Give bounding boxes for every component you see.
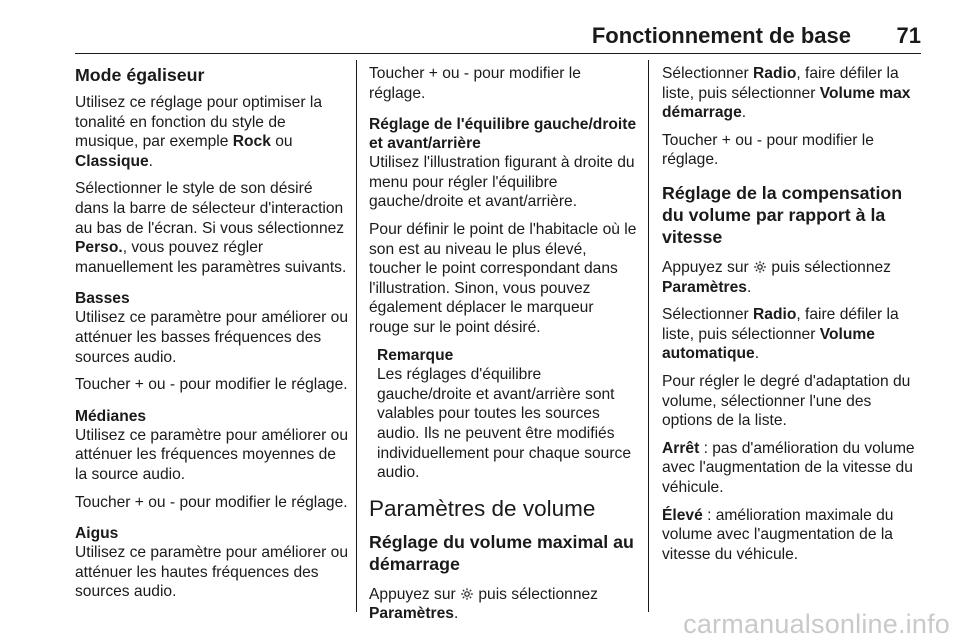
paragraph bbox=[662, 305, 924, 364]
option-rock: Rock bbox=[232, 133, 271, 151]
option-arret: Arrêt bbox=[662, 439, 700, 457]
subsection-title-basses: Basses bbox=[75, 290, 130, 308]
text: Sélectionner le style de son désiré dans la barre de sélecteur d'interaction au bas de l'écran. Si vous sélectionnez bbox=[75, 180, 345, 237]
paragraph: Utilisez ce paramètre pour améliorer ou atténuer les fréquences moyennes de la source audio. bbox=[75, 426, 349, 483]
text: . bbox=[741, 104, 747, 122]
paragraph bbox=[662, 506, 924, 565]
text: , faire défiler la liste, puis sélectionner bbox=[662, 65, 899, 102]
subsection-title-balance: Réglage de l'équilibre gauche/droite et avant/arrière bbox=[369, 116, 637, 153]
column-3 bbox=[662, 64, 924, 572]
text: . bbox=[453, 605, 459, 623]
text: . bbox=[148, 152, 154, 170]
paragraph bbox=[75, 179, 350, 277]
text: . bbox=[746, 278, 752, 296]
text: ou bbox=[270, 133, 293, 151]
column-1 bbox=[75, 64, 350, 610]
option-classique: Classique bbox=[75, 152, 149, 170]
paragraph: Toucher + ou - pour modifier le réglage. bbox=[75, 376, 348, 394]
subsection-title-max-volume: Réglage du volume maximal au démarrage bbox=[369, 531, 634, 574]
column-divider bbox=[356, 60, 357, 612]
header-rule bbox=[75, 53, 921, 54]
gear-icon bbox=[753, 260, 767, 274]
text: . bbox=[754, 345, 760, 363]
page-number: 71 bbox=[896, 23, 921, 48]
paragraph: Utilisez l'illustration figurant à droite du menu pour régler l'équilibre gauche/droite et avant/arrière. bbox=[369, 154, 635, 211]
text: puis sélectionnez bbox=[767, 258, 891, 276]
menu-volume-auto: Volume automatique bbox=[662, 325, 875, 363]
column-2 bbox=[369, 64, 637, 632]
paragraph: Utilisez ce paramètre pour améliorer ou atténuer les hautes fréquences des sources audio. bbox=[75, 544, 349, 601]
section-title-equalizer: Mode égaliseur bbox=[75, 65, 205, 85]
text: : amélioration maximale du volume avec l'augmentation de la vitesse du véhicule. bbox=[662, 506, 894, 563]
watermark: carmanualsonline.info bbox=[683, 609, 950, 639]
menu-radio: Radio bbox=[753, 65, 797, 82]
text: Sélectionner bbox=[662, 65, 754, 82]
menu-parametres: Paramètres bbox=[369, 605, 454, 623]
column-divider bbox=[648, 60, 649, 612]
paragraph bbox=[662, 64, 924, 123]
paragraph: Pour définir le point de l'habitacle où le son est au niveau le plus élevé, toucher le point correspondant dans l'illustration. Sinon, vous pouvez également déplacer le marqueur rouge sur le point désiré. bbox=[369, 220, 637, 336]
gear-icon bbox=[460, 587, 474, 601]
text: : pas d'amélioration du volume avec l'augmentation de la vitesse du véhicule. bbox=[662, 439, 915, 496]
text: puis sélectionnez bbox=[474, 585, 598, 603]
text: Appuyez sur bbox=[662, 258, 754, 276]
paragraph: Utilisez ce paramètre pour améliorer ou atténuer les basses fréquences des sources audio. bbox=[75, 309, 349, 366]
text: Sélectionner bbox=[662, 306, 754, 324]
option-perso: Perso. bbox=[75, 239, 123, 257]
note-box bbox=[377, 346, 637, 483]
text: , faire défiler la liste, puis sélectionner bbox=[662, 306, 899, 343]
paragraph bbox=[369, 585, 637, 624]
note-text: Les réglages d'équilibre gauche/droite et avant/arrière sont valables pour toutes les sources audio. Ils ne peuvent être modifiés individuellement pour chaque source audio. bbox=[377, 366, 631, 482]
paragraph: Toucher + ou - pour modifier le réglage. bbox=[75, 493, 348, 511]
text: Appuyez sur bbox=[369, 585, 461, 603]
subsection-title-medianes: Médianes bbox=[75, 407, 147, 425]
paragraph bbox=[75, 93, 350, 171]
menu-volume-max: Volume max démarrage bbox=[662, 84, 911, 122]
paragraph: Toucher + ou - pour modifier le réglage. bbox=[369, 65, 581, 102]
paragraph: Toucher + ou - pour modifier le réglage. bbox=[662, 131, 874, 169]
text: , vous pouvez régler manuellement les paramètres suivants. bbox=[75, 239, 347, 276]
paragraph bbox=[662, 439, 924, 498]
page-header bbox=[75, 24, 921, 48]
text: Utilisez ce réglage pour optimiser la tonalité en fonction du style de musique, par exemple bbox=[75, 94, 323, 151]
menu-radio: Radio bbox=[753, 306, 797, 324]
paragraph: Pour régler le degré d'adaptation du volume, sélectionner l'une des options de la liste. bbox=[662, 372, 911, 430]
header-title: Fonctionnement de base bbox=[591, 23, 851, 48]
section-title-speed-compensation: Réglage de la compensation du volume par rapport à la vitesse bbox=[662, 182, 903, 247]
option-eleve: Élevé bbox=[662, 506, 703, 524]
menu-parametres: Paramètres bbox=[662, 278, 747, 296]
paragraph bbox=[662, 258, 924, 297]
section-title-volume: Paramètres de volume bbox=[369, 495, 596, 521]
subsection-title-aigus: Aigus bbox=[75, 525, 119, 543]
note-title: Remarque bbox=[377, 346, 454, 364]
